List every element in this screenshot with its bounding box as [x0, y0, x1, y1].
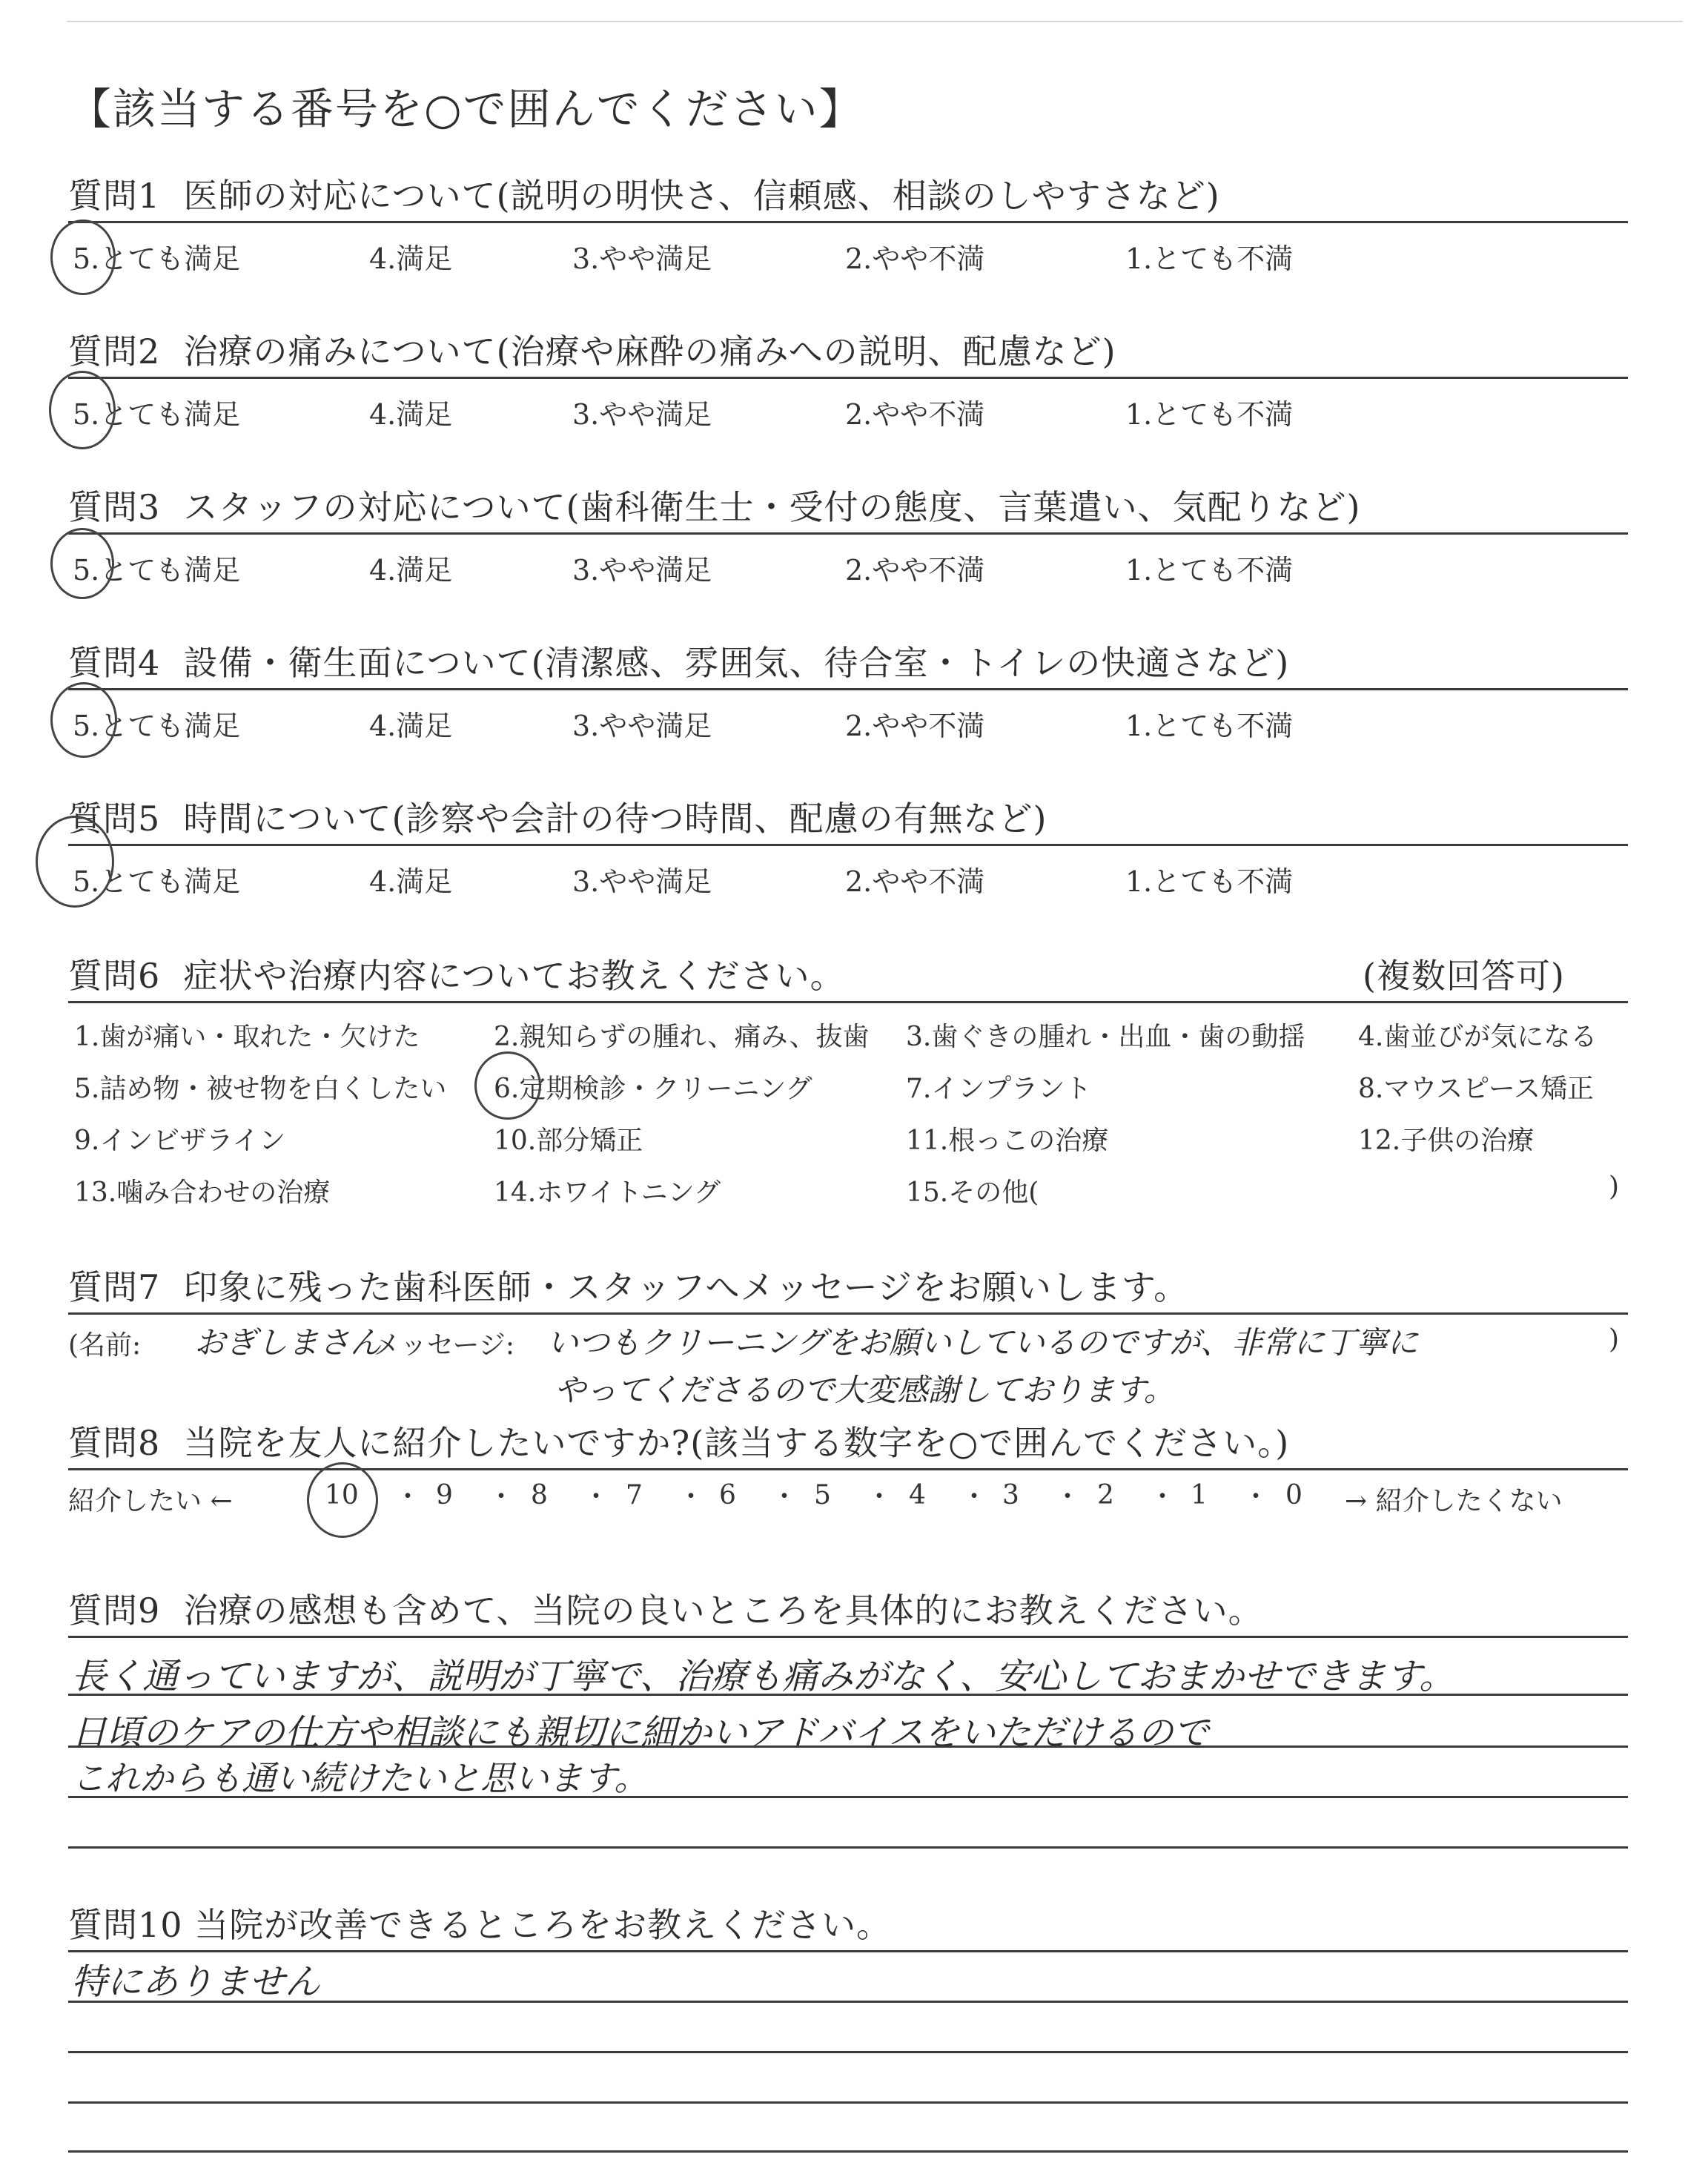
q8-left-label: 紹介したい ← — [68, 1486, 233, 1516]
q9-answer-line-2[interactable]: 日頃のケアの仕方や相談にも親切に細かいアドバイスをいただけるので — [71, 1712, 1209, 1754]
q5-choice-5[interactable]: 5.とても満足 — [73, 865, 241, 898]
q6-note: (複数回答可) — [1363, 956, 1565, 996]
q10-rule-1 — [68, 1950, 1628, 1952]
q8-text: 当院を友人に紹介したいですか?(該当する数字を○で囲んでください。) — [183, 1423, 1290, 1463]
q7-rule — [68, 1312, 1628, 1315]
q6-item-15[interactable]: 15.その他( — [906, 1178, 1039, 1208]
q2-choice-5[interactable]: 5.とても満足 — [73, 398, 241, 431]
q5-selected-circle — [36, 816, 114, 908]
q1-rule — [68, 221, 1628, 223]
q6-rule — [68, 1001, 1628, 1003]
q4-rule — [68, 688, 1628, 690]
q8-scale-6[interactable]: 6 — [719, 1480, 736, 1510]
q8-heading — [68, 1416, 1289, 1465]
top-divider — [67, 21, 1683, 22]
q5-choice-1[interactable]: 1.とても不満 — [1125, 865, 1294, 898]
q8-dot: ・ — [394, 1482, 422, 1512]
q8-dot: ・ — [961, 1482, 988, 1512]
q3-text: スタッフの対応について(歯科衛生士・受付の態度、言葉遣い、気配りなど) — [183, 487, 1361, 527]
q9-rule-4 — [68, 1796, 1628, 1798]
q5-choice-3[interactable]: 3.やや満足 — [572, 865, 712, 898]
q5-text: 時間について(診察や会計の待つ時間、配慮の有無など) — [183, 799, 1047, 839]
q6-item-12[interactable]: 12.子供の治療 — [1358, 1126, 1535, 1156]
q9-heading — [68, 1584, 1263, 1633]
q6-item-4[interactable]: 4.歯並びが気になる — [1358, 1022, 1598, 1052]
q8-dot: ・ — [771, 1482, 798, 1512]
q8-scale-9[interactable]: 9 — [436, 1480, 453, 1510]
form-title: 【該当する番号を○で囲んでください】 — [68, 84, 864, 134]
q2-heading — [68, 325, 1116, 374]
q2-choice-3[interactable]: 3.やや満足 — [572, 398, 712, 431]
q1-choice-5[interactable]: 5.とても満足 — [73, 242, 241, 275]
q6-item-10[interactable]: 10.部分矯正 — [494, 1126, 643, 1156]
q7-label: 質問7 — [68, 1267, 161, 1307]
q8-rule — [68, 1468, 1628, 1470]
q5-label: 質問5 — [68, 799, 161, 839]
q8-scale-5[interactable]: 5 — [814, 1480, 831, 1510]
q1-heading — [68, 169, 1220, 218]
q6-item-5[interactable]: 5.詰め物・被せ物を白くしたい — [74, 1074, 447, 1104]
q6-item-2[interactable]: 2.親知らずの腫れ、痛み、抜歯 — [494, 1022, 870, 1052]
q3-rule — [68, 532, 1628, 535]
q4-label: 質問4 — [68, 643, 161, 683]
q6-heading — [68, 949, 845, 998]
q1-label: 質問1 — [68, 176, 161, 216]
q6-other-close-paren: ) — [1609, 1172, 1620, 1202]
q4-choice-5[interactable]: 5.とても満足 — [73, 710, 241, 742]
q2-choice-4[interactable]: 4.満足 — [369, 398, 453, 431]
q9-answer-line-1[interactable]: 長く通っていますが、説明が丁寧で、治療も痛みがなく、安心しておまかせできます。 — [71, 1656, 1455, 1697]
q8-label: 質問8 — [68, 1423, 161, 1463]
q7-close-paren: ) — [1609, 1324, 1620, 1355]
q1-choice-3[interactable]: 3.やや満足 — [572, 242, 712, 275]
q5-heading — [68, 792, 1047, 841]
q8-scale-4[interactable]: 4 — [909, 1480, 926, 1510]
q3-heading — [68, 480, 1361, 529]
q3-choice-3[interactable]: 3.やや満足 — [572, 554, 712, 587]
q8-dot: ・ — [678, 1482, 705, 1512]
q1-text: 医師の対応について(説明の明快さ、信頼感、相談のしやすさなど) — [183, 176, 1220, 216]
q8-scale-10[interactable]: 10 — [325, 1480, 359, 1510]
q3-choice-5[interactable]: 5.とても満足 — [73, 554, 241, 587]
q6-label: 質問6 — [68, 956, 161, 996]
q3-selected-circle — [50, 528, 114, 599]
q6-item-6[interactable]: 6.定期検診・クリーニング — [494, 1074, 812, 1104]
q7-name-value[interactable]: おぎしまさん — [194, 1324, 382, 1361]
q2-rule — [68, 377, 1628, 379]
q4-choice-1[interactable]: 1.とても不満 — [1125, 710, 1294, 742]
q10-text: 当院が改善できるところをお教えください。 — [194, 1905, 892, 1945]
q9-rule-1 — [68, 1636, 1628, 1638]
q3-choice-1[interactable]: 1.とても不満 — [1125, 554, 1294, 587]
q7-name-label: (名前: — [68, 1330, 142, 1361]
q8-dot: ・ — [1054, 1482, 1082, 1512]
q6-item-1[interactable]: 1.歯が痛い・取れた・欠けた — [74, 1022, 420, 1052]
q6-item-8[interactable]: 8.マウスピース矯正 — [1358, 1074, 1595, 1104]
q10-heading — [68, 1898, 891, 1947]
q10-rule-4 — [68, 2101, 1628, 2104]
q8-selected-circle — [307, 1462, 378, 1538]
q9-label: 質問9 — [68, 1591, 161, 1631]
q2-label: 質問2 — [68, 331, 161, 371]
q9-rule-2 — [68, 1694, 1628, 1696]
q3-label: 質問3 — [68, 487, 161, 527]
q9-answer-line-3[interactable]: これからも通い続けたいと思います。 — [71, 1758, 649, 1798]
q9-rule-5 — [68, 1846, 1628, 1849]
q6-item-7[interactable]: 7.インプラント — [906, 1074, 1092, 1104]
q8-right-label: → 紹介したくない — [1345, 1486, 1563, 1516]
q7-text: 印象に残った歯科医師・スタッフへメッセージをお願いします。 — [183, 1267, 1189, 1307]
q10-rule-5 — [68, 2150, 1628, 2153]
q10-rule-3 — [68, 2051, 1628, 2053]
q10-rule-2 — [68, 2001, 1628, 2003]
q8-dot: ・ — [1149, 1482, 1176, 1512]
q9-text: 治療の感想も含めて、当院の良いところを具体的にお教えください。 — [183, 1591, 1263, 1631]
q1-selected-circle — [50, 219, 116, 295]
q4-text: 設備・衛生面について(清潔感、雰囲気、待合室・トイレの快適さなど) — [183, 643, 1290, 683]
q8-dot: ・ — [488, 1482, 515, 1512]
q5-rule — [68, 844, 1628, 846]
q6-item-13[interactable]: 13.噛み合わせの治療 — [74, 1178, 331, 1208]
q8-scale-0[interactable]: 0 — [1285, 1480, 1302, 1510]
q8-dot: ・ — [583, 1482, 610, 1512]
q10-label: 質問10 — [68, 1905, 183, 1945]
q4-choice-3[interactable]: 3.やや満足 — [572, 710, 712, 742]
q5-choice-2[interactable]: 2.やや不満 — [845, 865, 985, 898]
q2-choice-2[interactable]: 2.やや不満 — [845, 398, 985, 431]
q4-heading — [68, 636, 1289, 685]
q2-choice-1[interactable]: 1.とても不満 — [1125, 398, 1294, 431]
q3-choice-2[interactable]: 2.やや不満 — [845, 554, 985, 587]
q1-choice-2[interactable]: 2.やや不満 — [845, 242, 985, 275]
q7-message-line-1[interactable]: いつもクリーニングをお願いしているのですが、非常に丁寧に — [547, 1324, 1419, 1361]
q1-choice-1[interactable]: 1.とても不満 — [1125, 242, 1294, 275]
q2-text: 治療の痛みについて(治療や麻酔の痛みへの説明、配慮など) — [183, 331, 1116, 371]
q8-dot: ・ — [866, 1482, 893, 1512]
q6-item-14[interactable]: 14.ホワイトニング — [494, 1178, 721, 1208]
q6-text: 症状や治療内容についてお教えください。 — [183, 956, 845, 996]
q8-scale-8[interactable]: 8 — [531, 1480, 548, 1510]
q9-rule-3 — [68, 1745, 1628, 1748]
q6-item-9[interactable]: 9.インビザライン — [74, 1126, 286, 1156]
q6-item-11[interactable]: 11.根っこの治療 — [906, 1126, 1109, 1156]
q7-heading — [68, 1261, 1188, 1309]
q4-selected-circle — [50, 682, 117, 758]
q10-answer-line-1[interactable]: 特にありません — [71, 1961, 321, 2003]
q5-choice-4[interactable]: 4.満足 — [369, 865, 453, 898]
q6-selected-circle — [474, 1051, 541, 1120]
q1-choice-4[interactable]: 4.満足 — [369, 242, 453, 275]
q2-selected-circle — [49, 371, 116, 449]
q4-choice-4[interactable]: 4.満足 — [369, 710, 453, 742]
q8-scale-2[interactable]: 2 — [1097, 1480, 1114, 1510]
q8-scale-3[interactable]: 3 — [1002, 1480, 1019, 1510]
q7-message-line-2[interactable]: やってくださるので大変感謝しております。 — [555, 1372, 1175, 1408]
q7-message-label: メッセージ: — [374, 1330, 514, 1361]
q8-dot: ・ — [1242, 1482, 1270, 1512]
q4-choice-2[interactable]: 2.やや不満 — [845, 710, 985, 742]
q8-scale-7[interactable]: 7 — [626, 1480, 643, 1510]
q3-choice-4[interactable]: 4.満足 — [369, 554, 453, 587]
q8-scale-1[interactable]: 1 — [1191, 1480, 1208, 1510]
q6-item-3[interactable]: 3.歯ぐきの腫れ・出血・歯の動揺 — [906, 1022, 1305, 1052]
